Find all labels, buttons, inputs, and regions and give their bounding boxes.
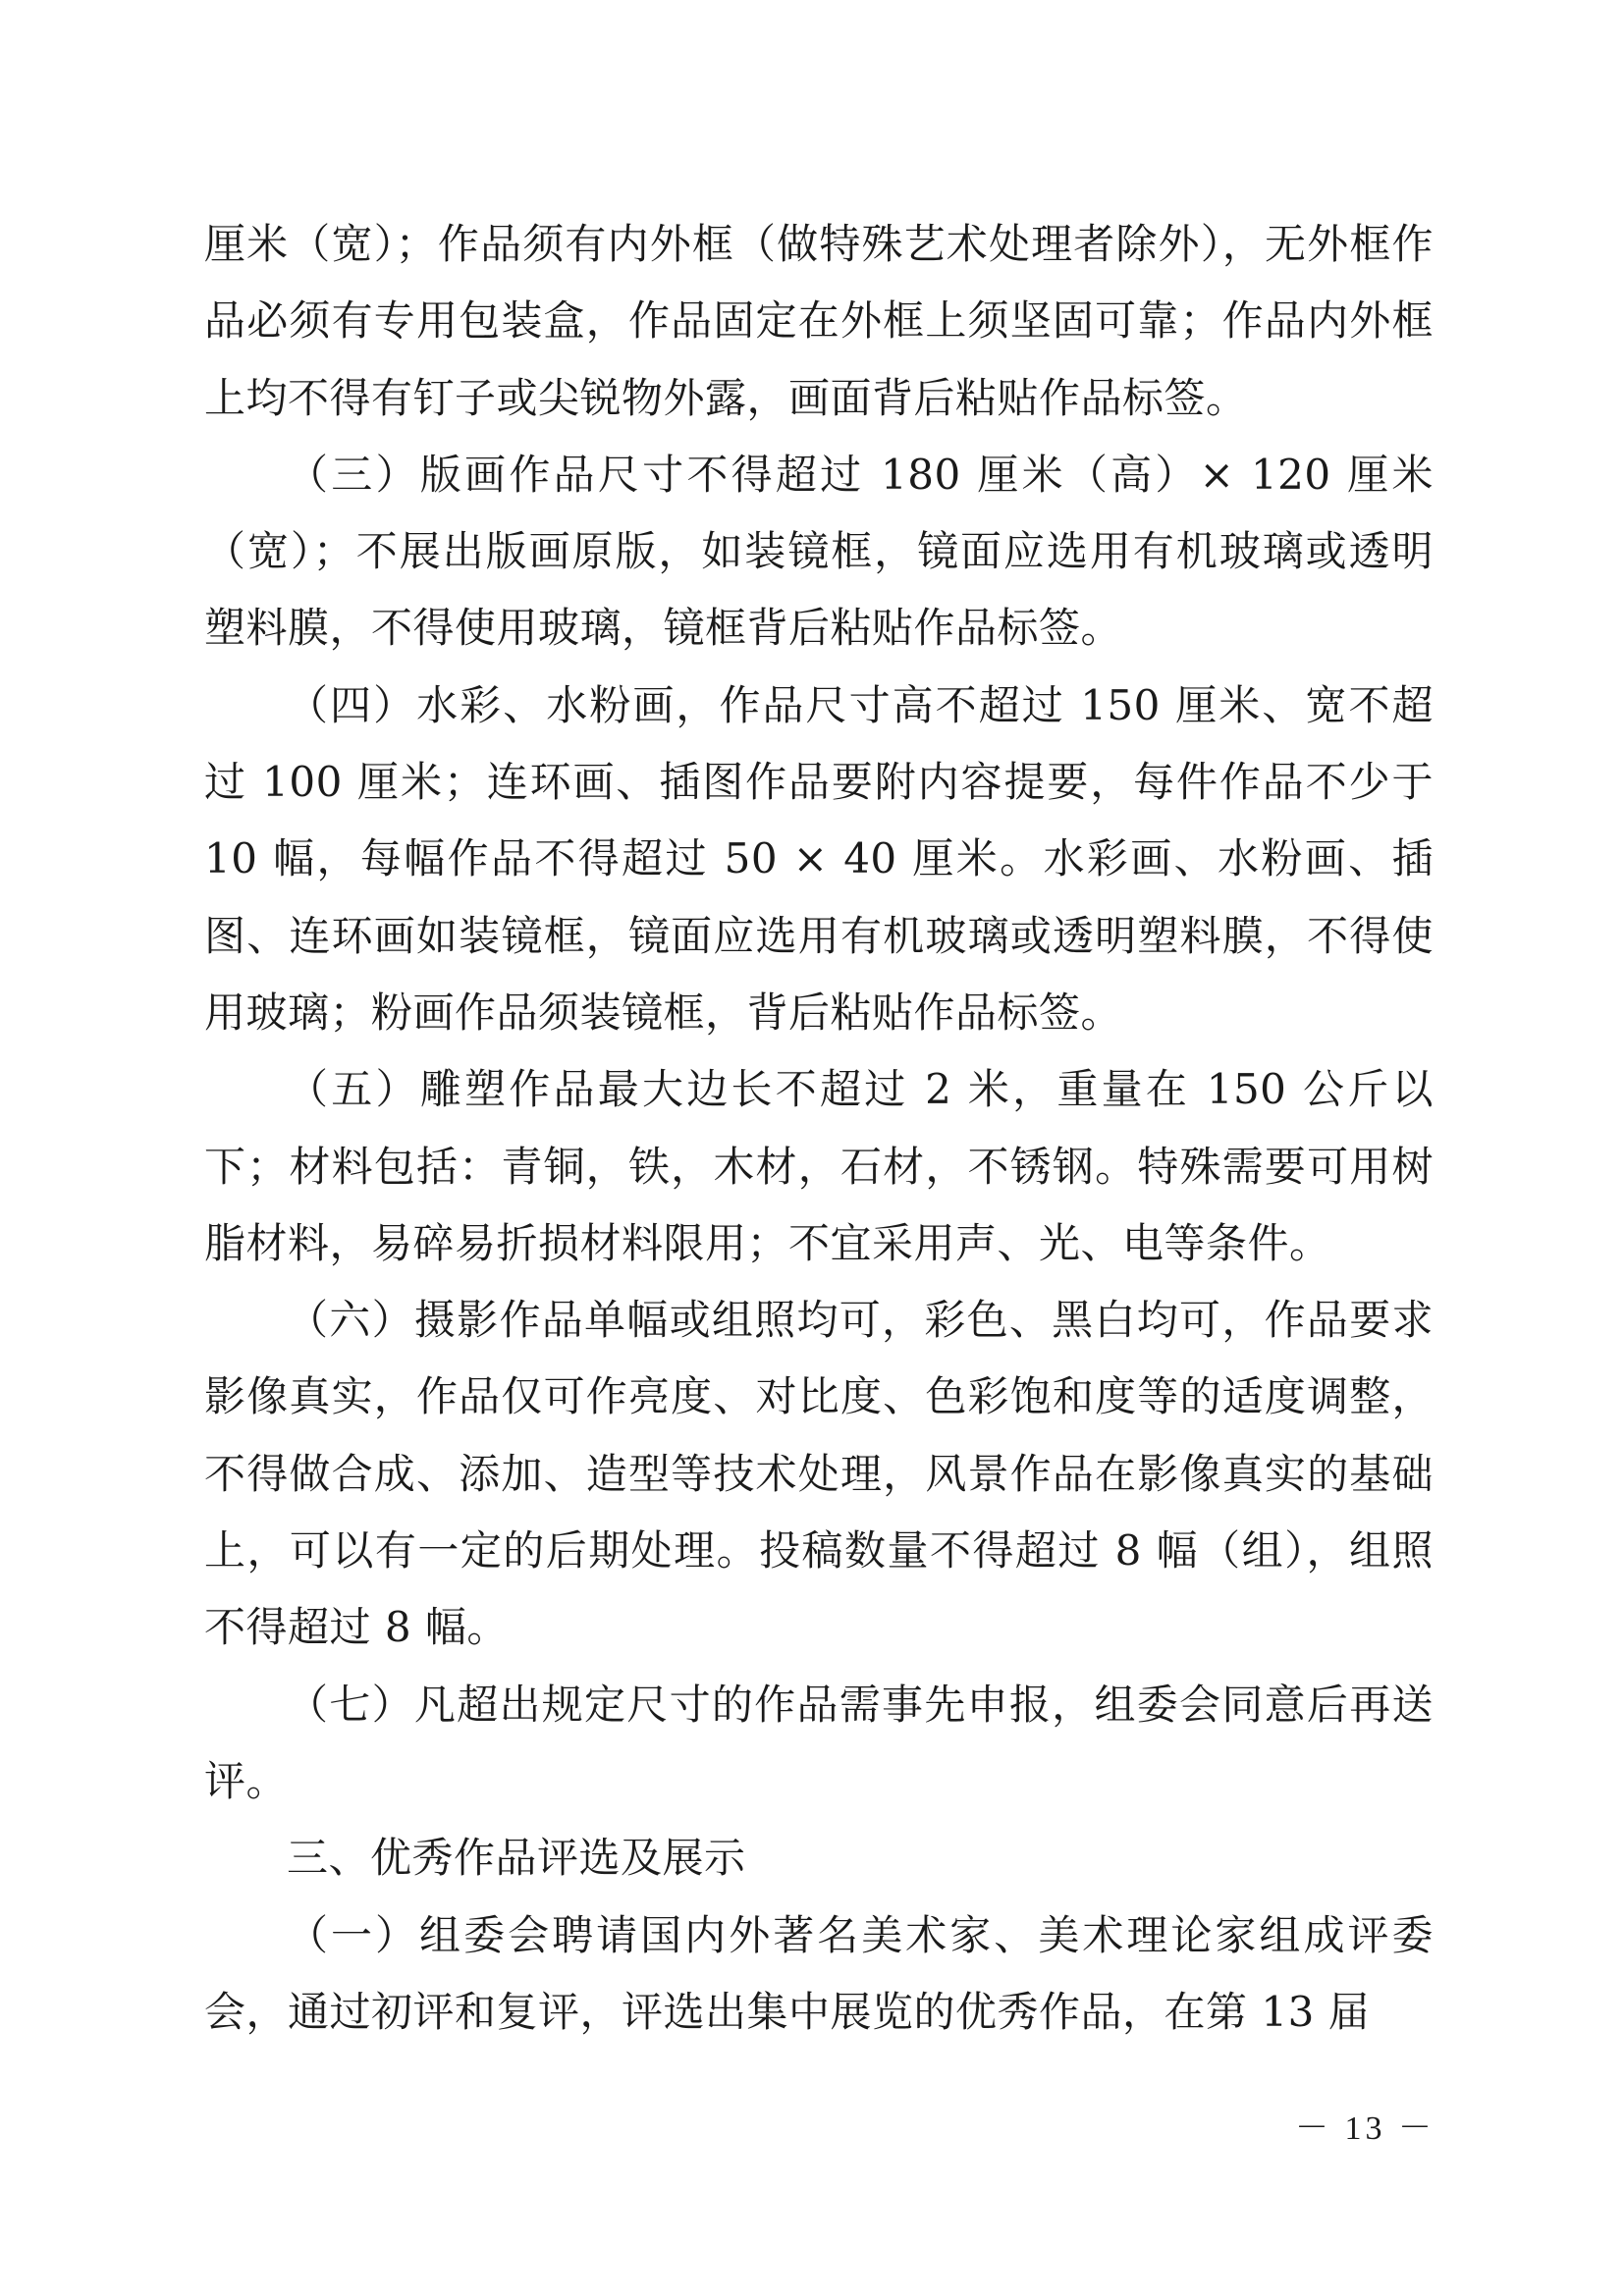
document-body (204, 206, 1434, 2051)
paragraph-continuation: 厘米（宽）；作品须有内外框（做特殊艺术处理者除外），无外框作品必须有专用包装盒，作品固定在外框上须坚固可靠；作品内外框上均不得有钉子或尖锐物外露，画面背后粘贴作品标签。 (204, 220, 1434, 422)
paragraph-item-4: （四）水彩、水粉画，作品尺寸高不超过 150 厘米、宽不超过 100 厘米；连环画、插图作品要附内容提要，每件作品不少于 10 幅，每幅作品不得超过 50 × 40 厘米。水彩画、水粉画、插图、连环画如装镜框，镜面应选用有机玻璃或透明塑料膜，不得使用玻璃；粉画作品须装镜框，背后粘贴作品标签。 (204, 680, 1434, 1037)
paragraph-item-7: （七）凡超出规定尺寸的作品需事先申报，组委会同意后再送评。 (204, 1680, 1434, 1805)
paragraph-item-1: （一）组委会聘请国内外著名美术家、美术理论家组成评委会，通过初评和复评，评选出集中展览的优秀作品，在第 13 届 (204, 1910, 1434, 2036)
paragraph-item-5: （五）雕塑作品最大边长不超过 2 米，重量在 150 公斤以下；材料包括：青铜，铁，木材，石材，不锈钢。特殊需要可用树脂材料，易碎易折损材料限用；不宜采用声、光、电等条件。 (204, 1065, 1434, 1267)
page-number: － 13 － (1295, 2110, 1435, 2147)
paragraph-item-3: （三）版画作品尺寸不得超过 180 厘米（高）× 120 厘米（宽）；不展出版画原版，如装镜框，镜面应选用有机玻璃或透明塑料膜，不得使用玻璃，镜框背后粘贴作品标签。 (204, 450, 1434, 653)
section-heading: 三、优秀作品评选及展示 (287, 1834, 746, 1883)
paragraph-item-6: （六）摄影作品单幅或组照均可，彩色、黑白均可，作品要求影像真实，作品仅可作亮度、对比度、色彩饱和度等的适度调整，不得做合成、添加、造型等技术处理，风景作品在影像真实的基础上，可以有一定的后期处理。投稿数量不得超过 8 幅（组），组照不得超过 8 幅。 (204, 1296, 1434, 1652)
